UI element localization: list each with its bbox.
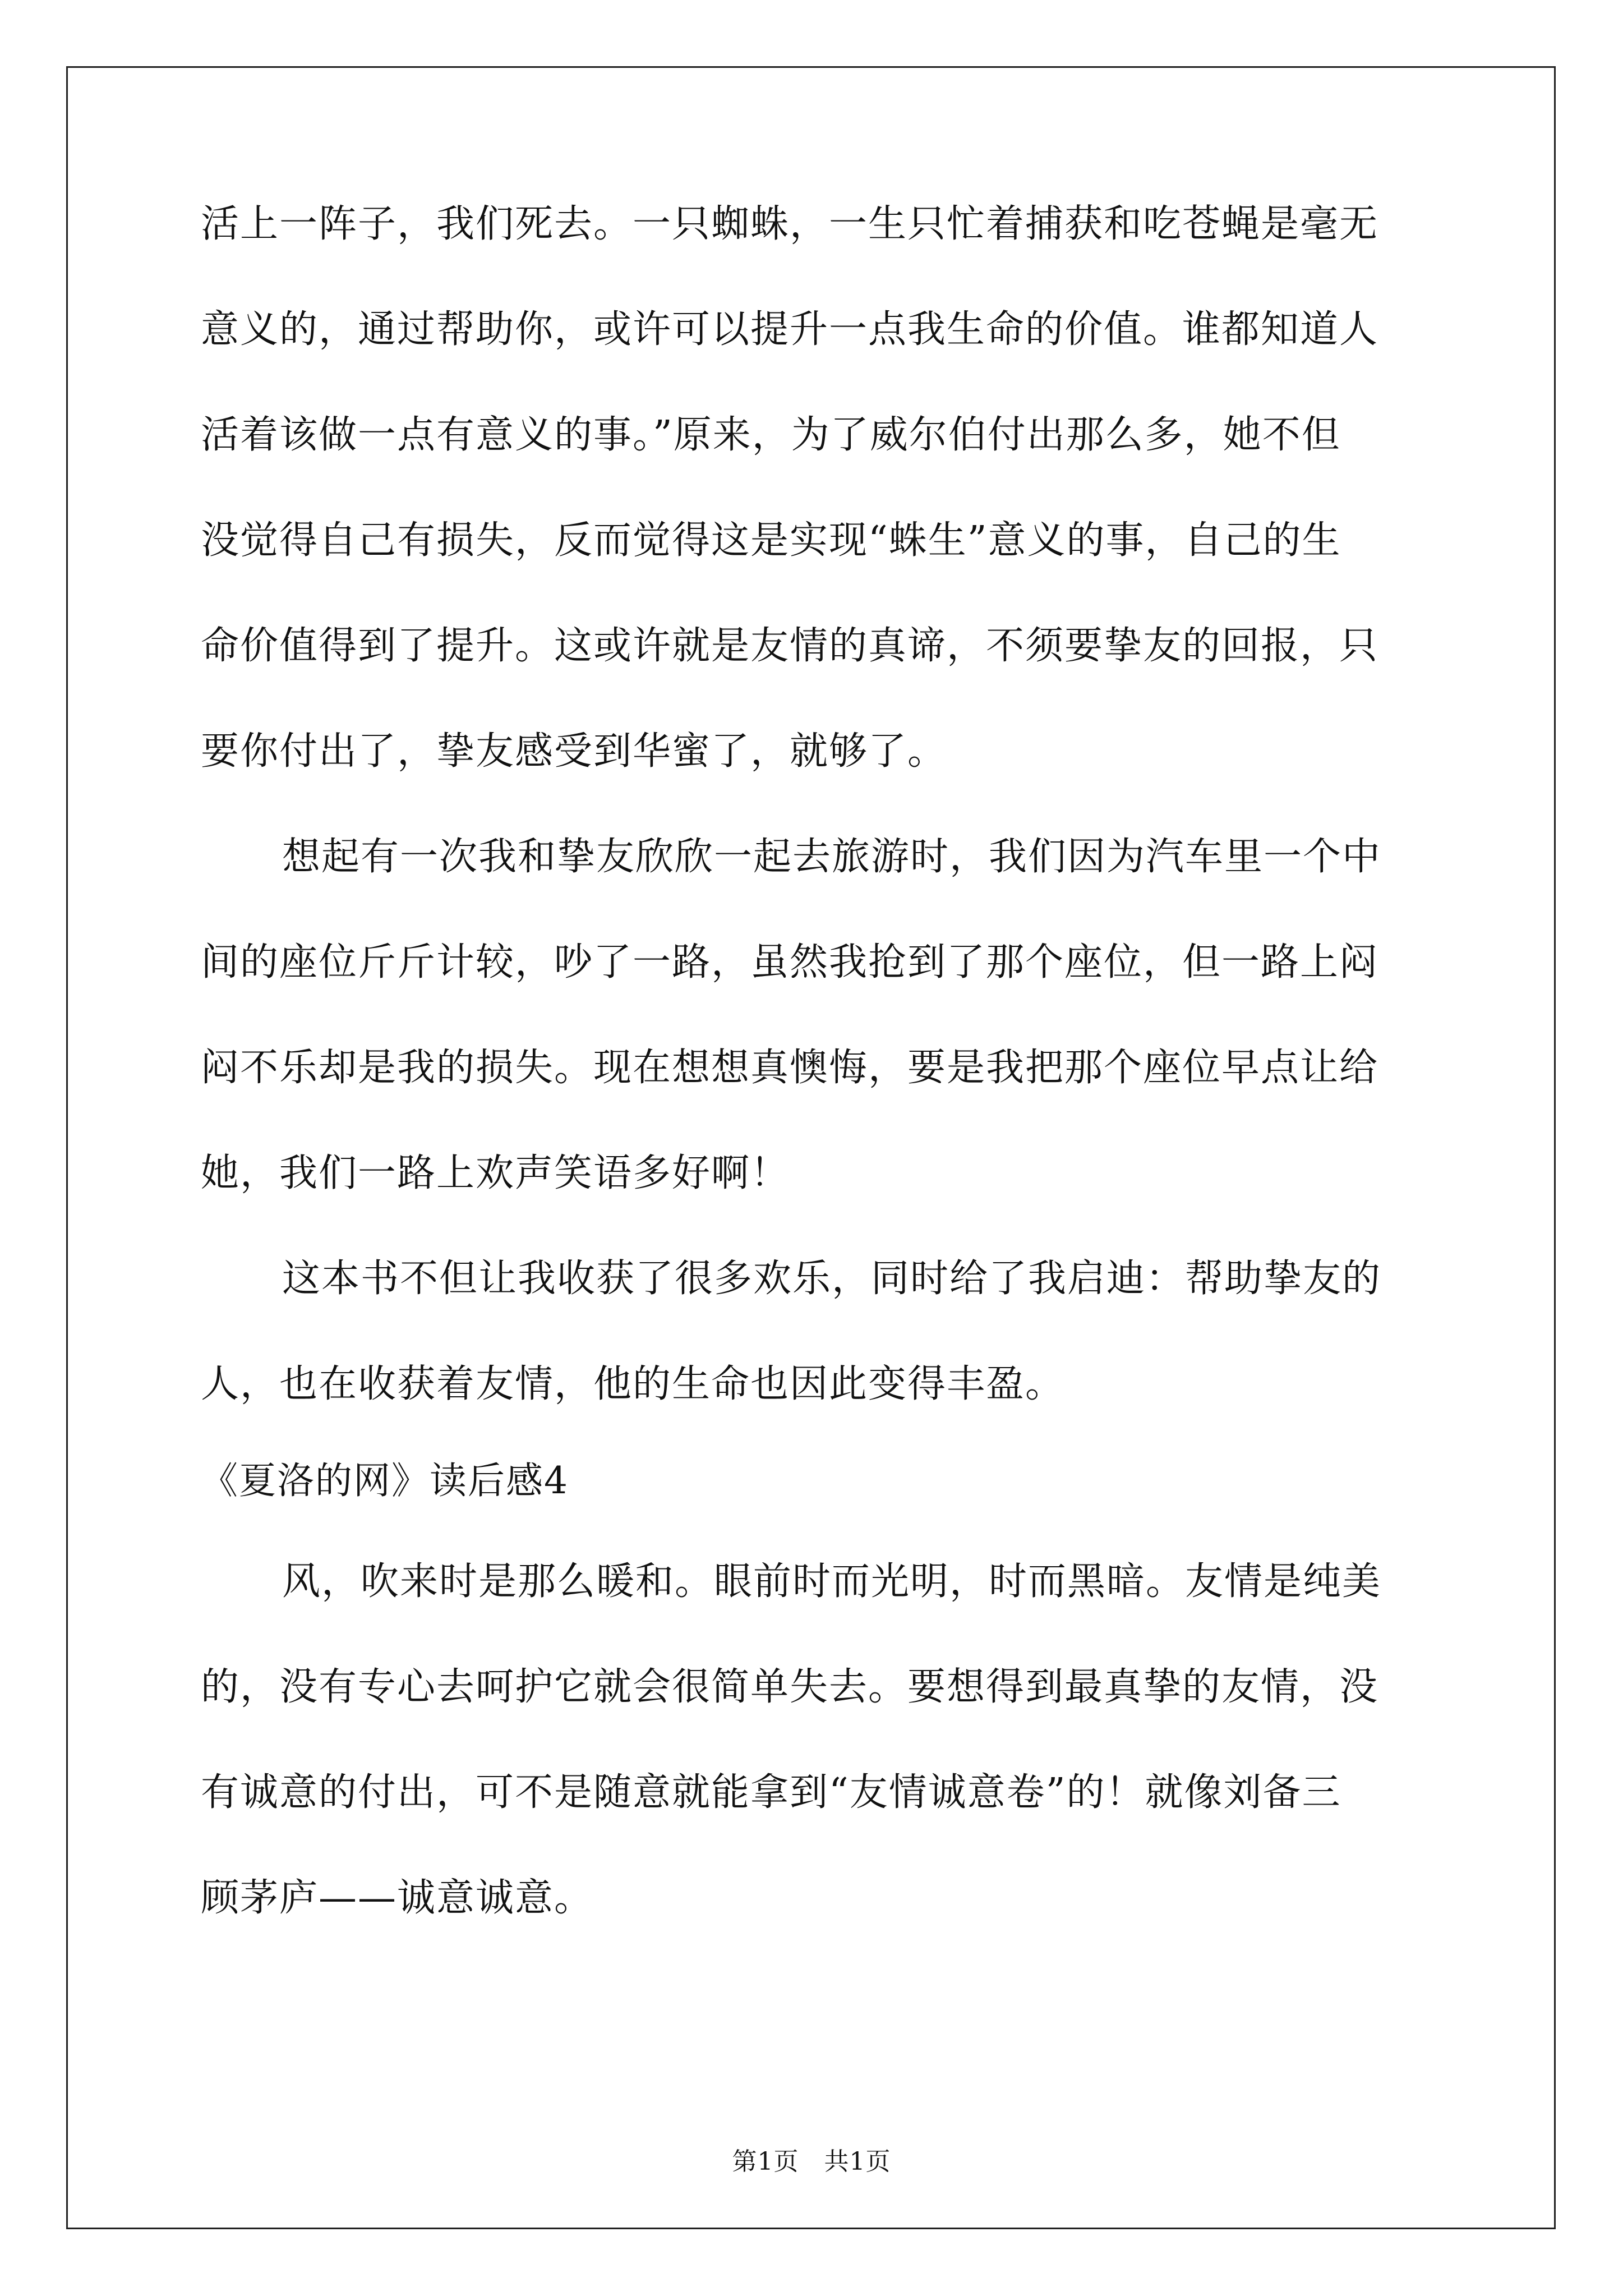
body-line: 没觉得自己有损失，反而觉得这是实现“蛛生”意义的事，自己的生 [201,518,1341,563]
body-line: 活着该做一点有意义的事。”原来，为了威尔伯付出那么多，她不但 [201,413,1341,457]
body-line: 人，也在收获着友情，他的生命也因此变得丰盈。 [201,1362,1065,1406]
paragraph-first-line: 这本书不但让我收获了很多欢乐，同时给了我启迪：帮助挚友的 [282,1257,1382,1301]
body-line: 闷不乐却是我的损失。现在想想真懊悔，要是我把那个座位早点让给 [201,1046,1379,1090]
paragraph-first-line: 风，吹来时是那么暖和。眼前时而光明，时而黑暗。友情是纯美 [282,1559,1382,1604]
paragraph-first-line: 想起有一次我和挚友欣欣一起去旅游时，我们因为汽车里一个中 [282,835,1382,879]
body-line: 命价值得到了提升。这或许就是友情的真谛，不须要挚友的回报，只 [201,624,1379,668]
body-line: 间的座位斤斤计较，吵了一路，虽然我抢到了那个座位，但一路上闷 [201,940,1379,984]
body-line: 她，我们一路上欢声笑语多好啊！ [201,1151,790,1195]
body-line: 意义的，通过帮助你，或许可以提升一点我生命的价值。谁都知道人 [201,307,1379,352]
body-line: 有诚意的付出，可不是随意就能拿到“友情诚意卷”的！就像刘备三 [201,1770,1341,1815]
section-heading: 《夏洛的网》读后感4 [201,1459,569,1502]
body-line: 的，没有专心去呵护它就会很简单失去。要想得到最真挚的友情，没 [201,1665,1379,1709]
body-line: 顾茅庐——诚意诚意。 [201,1876,594,1920]
page-number-footer: 第1页 共1页 [732,2147,891,2176]
body-line: 要你付出了，挚友感受到华蜜了，就够了。 [201,729,947,774]
body-line: 活上一阵子，我们死去。一只蜘蛛，一生只忙着捕获和吃苍蝇是毫无 [201,202,1379,246]
